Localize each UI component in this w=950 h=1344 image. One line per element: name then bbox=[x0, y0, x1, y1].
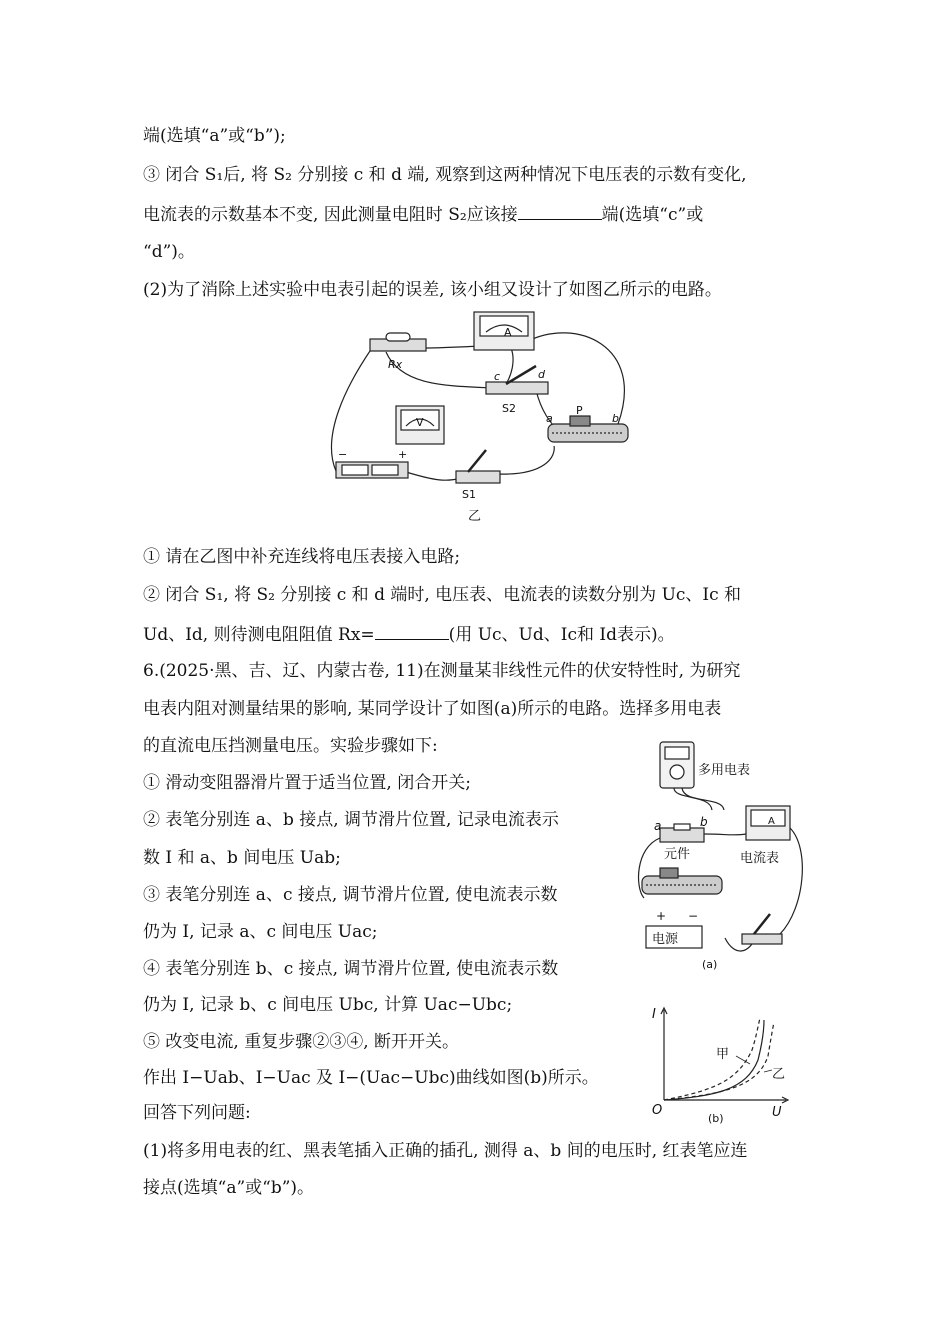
answer-blank[interactable] bbox=[375, 621, 449, 640]
multimeter-label: 多用电表 bbox=[698, 763, 751, 778]
plus-label: + bbox=[398, 448, 408, 461]
multimeter-knob bbox=[670, 765, 684, 779]
y-axis-label: I bbox=[652, 1007, 656, 1022]
circuit-figure-a bbox=[630, 738, 810, 976]
curve-jia bbox=[664, 1020, 764, 1100]
wire bbox=[506, 348, 513, 384]
text-line: 回答下列问题: bbox=[143, 1103, 251, 1123]
text-line: 电表内阻对测量结果的影响, 某同学设计了如图(a)所示的电路。选择多用电表 bbox=[143, 699, 722, 719]
text-line: 数 I 和 a、b 间电压 Uab; bbox=[143, 848, 341, 868]
text-line: 的直流电压挡测量电压。实验步骤如下: bbox=[143, 736, 438, 756]
wire bbox=[406, 472, 462, 480]
text-line bbox=[143, 621, 675, 647]
curve-label-jia: 甲 bbox=[716, 1047, 730, 1062]
rx-label: Rx bbox=[388, 358, 403, 371]
origin-label: O bbox=[652, 1103, 663, 1118]
d-label: d bbox=[538, 368, 545, 381]
text-line: 仍为 I, 记录 b、c 间电压 Ubc, 计算 Uac−Ubc; bbox=[143, 995, 513, 1015]
figure-caption: (b) bbox=[708, 1112, 724, 1125]
text-line: ② 表笔分别连 a、b 接点, 调节滑片位置, 记录电流表示 bbox=[143, 810, 559, 830]
text-line: 接点(选填“a”或“b”)。 bbox=[143, 1178, 315, 1198]
element-label: 元件 bbox=[664, 847, 691, 862]
a-label: a bbox=[654, 819, 662, 833]
ammeter-dial-label: A bbox=[768, 816, 775, 827]
text-segment: (用 Uc、Ud、Ic和 Id表示)。 bbox=[448, 625, 675, 645]
text-line: “d”)。 bbox=[143, 242, 195, 262]
text-line bbox=[143, 201, 703, 227]
rheostat-slider bbox=[660, 868, 678, 878]
c-label: c bbox=[494, 370, 501, 383]
text-line: (2)为了消除上述实验中电表引起的误差, 该小组又设计了如图乙所示的电路。 bbox=[143, 280, 722, 300]
circuit-figure-yi bbox=[326, 306, 636, 528]
text-line: 端(选填“a”或“b”); bbox=[143, 126, 286, 146]
text-line: ④ 表笔分别连 b、c 接点, 调节滑片位置, 使电流表示数 bbox=[143, 959, 559, 979]
probe-lead bbox=[682, 788, 724, 810]
switch-s2 bbox=[486, 382, 548, 394]
text-line: 作出 I−Uab、I−Uac 及 I−(Uac−Ubc)曲线如图(b)所示。 bbox=[143, 1068, 599, 1088]
curve-dashed bbox=[664, 1018, 760, 1100]
text-line: 6.(2025·黑、吉、辽、内蒙古卷, 11)在测量某非线性元件的伏安特性时, 为研究 bbox=[143, 661, 741, 681]
element-body bbox=[674, 824, 690, 830]
figure-caption: 乙 bbox=[468, 509, 482, 524]
b-label: b bbox=[612, 412, 619, 425]
multimeter-display bbox=[665, 747, 689, 759]
voltmeter-label: V bbox=[416, 416, 424, 429]
cell bbox=[372, 465, 398, 475]
text-line: (1)将多用电表的红、黑表笔插入正确的插孔, 测得 a、b 间的电压时, 红表笔应连 bbox=[143, 1141, 748, 1161]
switch bbox=[742, 934, 782, 944]
iu-graph bbox=[646, 1000, 796, 1126]
b-label: b bbox=[700, 815, 708, 829]
resistor-body bbox=[386, 333, 410, 341]
wire bbox=[386, 352, 494, 388]
p-label: P bbox=[576, 404, 583, 417]
answer-blank[interactable] bbox=[518, 201, 602, 220]
label-leader bbox=[736, 1056, 750, 1064]
minus-label: − bbox=[688, 909, 699, 923]
ammeter-label: A bbox=[504, 326, 512, 339]
label-leader bbox=[764, 1070, 772, 1072]
switch-lever bbox=[754, 914, 770, 934]
ammeter-label: 电流表 bbox=[740, 851, 780, 866]
s2-label: S2 bbox=[502, 402, 516, 415]
probe-lead bbox=[674, 788, 712, 810]
text-line: ② 闭合 S₁, 将 S₂ 分别接 c 和 d 端时, 电压表、电流表的读数分别为 Uc、Ic 和 bbox=[143, 585, 742, 605]
minus-label: − bbox=[338, 448, 348, 461]
switch-s1-lever bbox=[468, 450, 486, 472]
text-line: 仍为 I, 记录 a、c 间电压 Uac; bbox=[143, 922, 378, 942]
text-segment: 端(选填“c”或 bbox=[601, 205, 704, 225]
text-line: ③ 闭合 S₁后, 将 S₂ 分别接 c 和 d 端, 观察到这两种情况下电压表的示数有变化, bbox=[143, 165, 747, 185]
text-line: ① 滑动变阻器滑片置于适当位置, 闭合开关; bbox=[143, 773, 471, 793]
curve-label-yi: 乙 bbox=[772, 1067, 786, 1082]
text-segment: 电流表的示数基本不变, 因此测量电阻时 S₂应该接 bbox=[143, 205, 518, 225]
cell bbox=[342, 465, 368, 475]
source-label: 电源 bbox=[652, 932, 679, 947]
rheostat-slider bbox=[570, 416, 590, 426]
switch-s1 bbox=[456, 471, 500, 483]
text-segment: Ud、Id, 则待测电阻阻值 Rx= bbox=[143, 625, 375, 645]
s1-label: S1 bbox=[462, 488, 476, 501]
x-axis-label: U bbox=[772, 1105, 782, 1120]
text-line: ① 请在乙图中补充连线将电压表接入电路; bbox=[143, 547, 461, 567]
figure-caption: (a) bbox=[702, 958, 718, 971]
wire bbox=[496, 446, 554, 474]
wire bbox=[704, 834, 746, 835]
text-line: ③ 表笔分别连 a、c 接点, 调节滑片位置, 使电流表示数 bbox=[143, 885, 558, 905]
plus-label: + bbox=[656, 909, 667, 923]
a-label: a bbox=[546, 412, 553, 425]
text-line: ⑤ 改变电流, 重复步骤②③④, 断开开关。 bbox=[143, 1032, 460, 1052]
wire bbox=[780, 828, 802, 934]
